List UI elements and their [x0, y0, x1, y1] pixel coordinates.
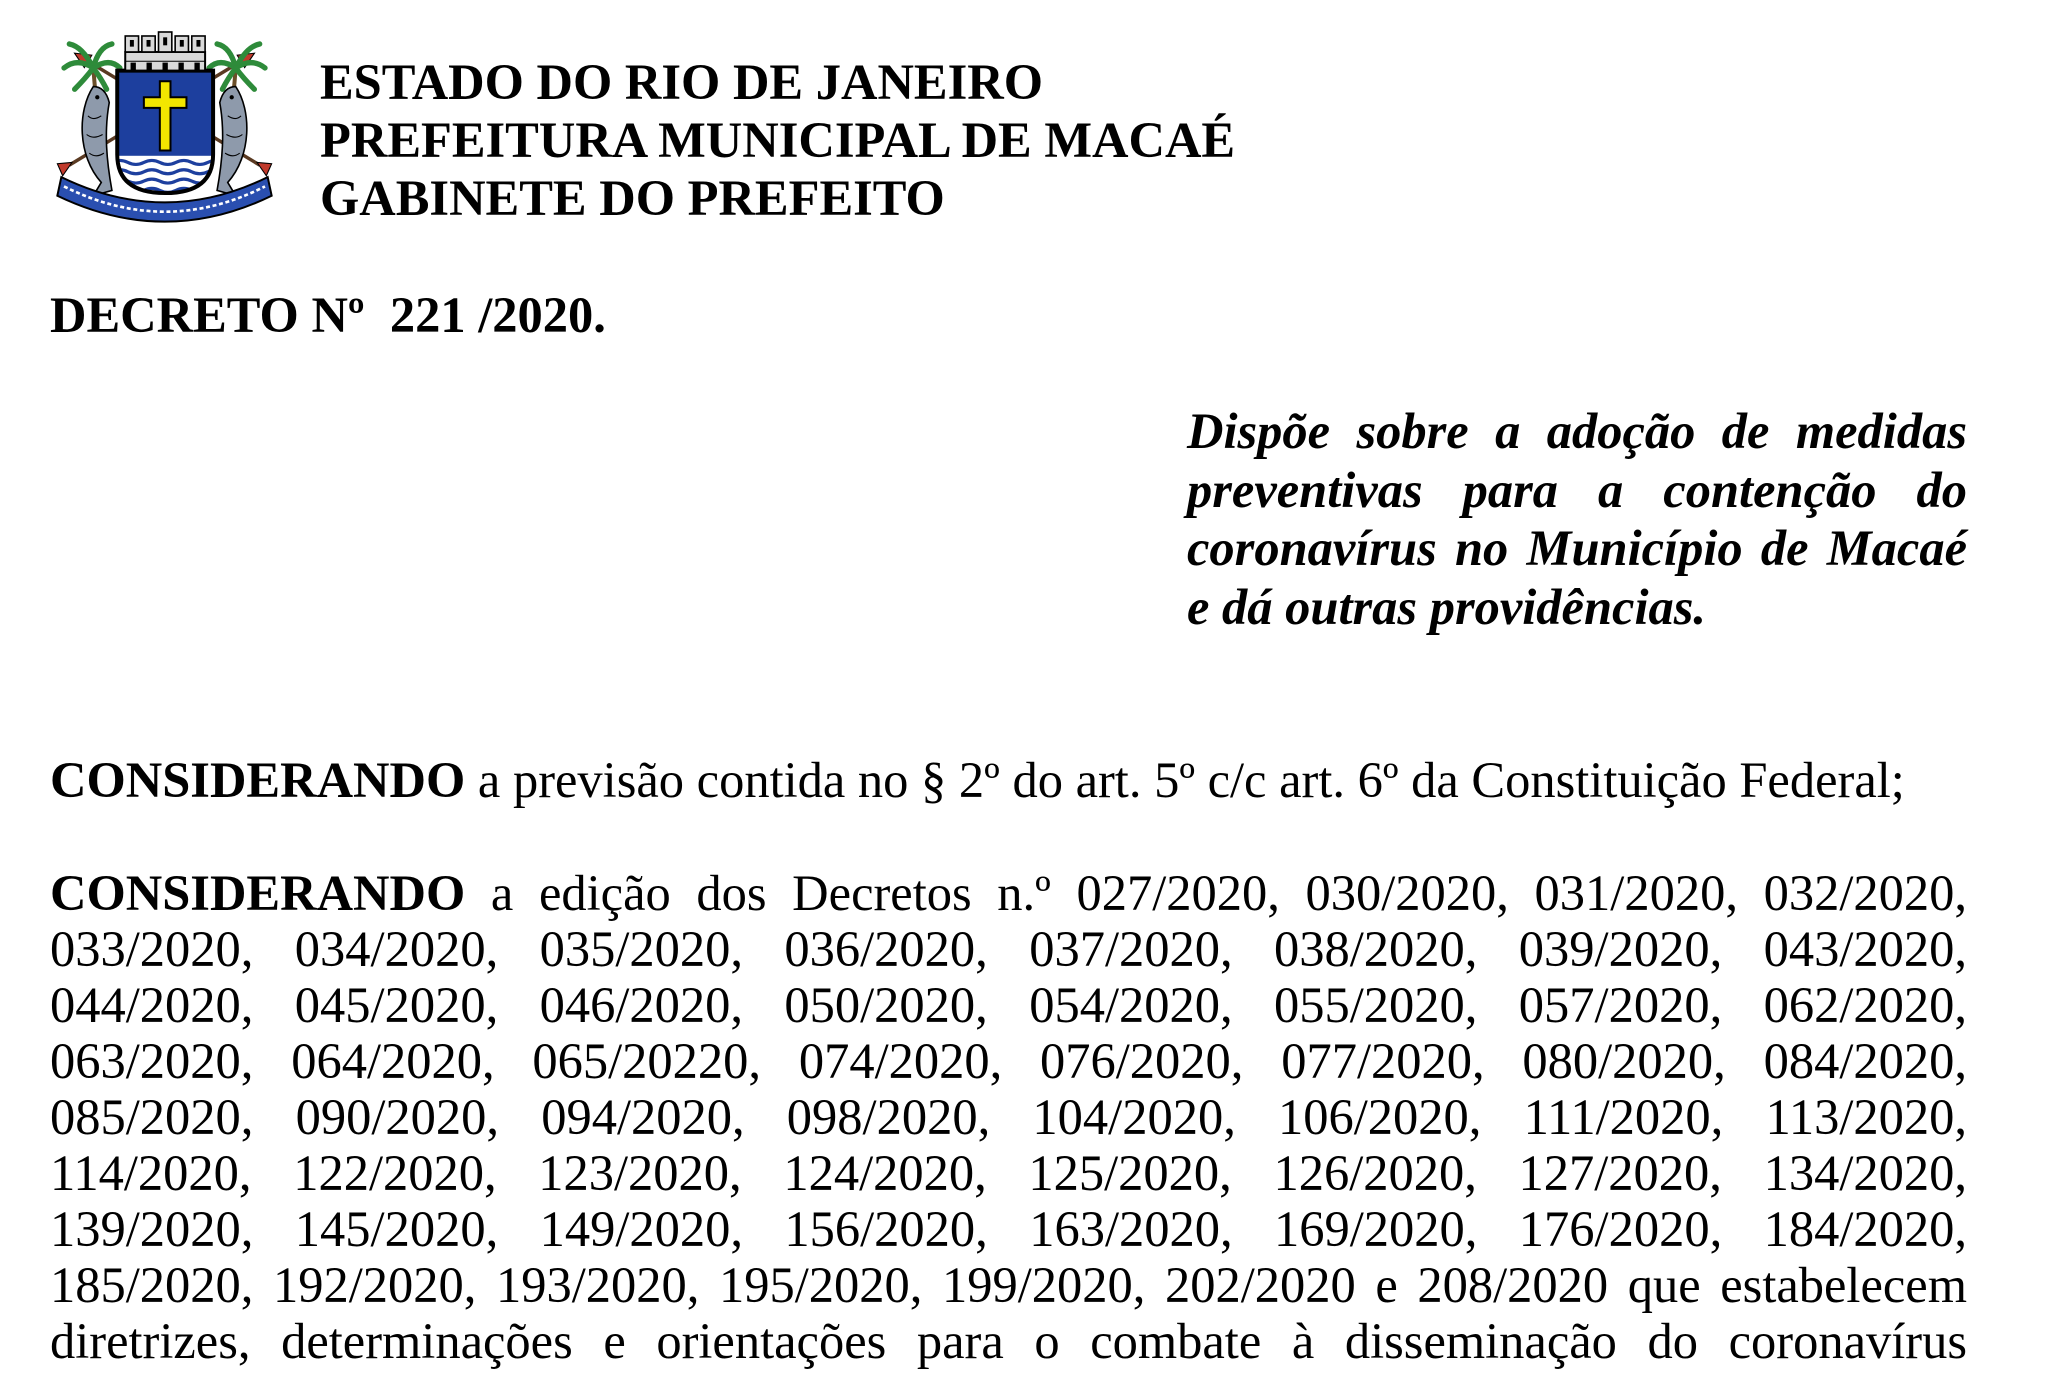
- decree-title: DECRETO Nº 221 /2020.: [50, 287, 606, 343]
- decree-summary-line: e dá outras providências.: [1187, 579, 1707, 636]
- palm-fronds: [64, 44, 120, 89]
- paragraph-line: 114/2020, 122/2020, 123/2020, 124/2020, 125/2020, 126/2020, 127/2020, 134/2020,: [50, 1145, 1967, 1201]
- considerando-paragraph: [50, 751, 1905, 809]
- coat-of-arms-icon: [53, 28, 276, 229]
- considerando-text: a edição dos Decretos n.º 027/2020, 030/2020, 031/2020, 032/2020,: [490, 865, 1967, 921]
- considerando-paragraph: [50, 865, 1967, 1369]
- paragraph-line: [50, 865, 1967, 921]
- fish-eye: [230, 95, 234, 99]
- arrow-fletching: [57, 162, 72, 175]
- mural-crown: [125, 32, 205, 71]
- shield: [112, 71, 224, 196]
- paragraph-line: 085/2020, 090/2020, 094/2020, 098/2020, 104/2020, 106/2020, 111/2020, 113/2020,: [50, 1089, 1967, 1145]
- considerando-lead: CONSIDERANDO: [50, 865, 466, 921]
- decree-summary: [1187, 402, 1967, 637]
- letterhead-line-state: ESTADO DO RIO DE JANEIRO: [320, 54, 1044, 110]
- palm-fronds: [209, 44, 265, 89]
- paragraph-line: 185/2020, 192/2020, 193/2020, 195/2020, 199/2020, 202/2020 e 208/2020 que estabelecem: [50, 1257, 1967, 1313]
- decree-summary-line: Dispõe sobre a adoção de medidas: [1187, 403, 1967, 459]
- paragraph-line: 139/2020, 145/2020, 149/2020, 156/2020, 163/2020, 169/2020, 176/2020, 184/2020,: [50, 1201, 1967, 1257]
- paragraph-line: 044/2020, 045/2020, 046/2020, 050/2020, 054/2020, 055/2020, 057/2020, 062/2020,: [50, 977, 1967, 1033]
- fish-eye: [95, 95, 99, 99]
- considerando-text: a previsão contida no § 2º do art. 5º c/c art. 6º da Constituição Federal;: [477, 752, 1905, 808]
- decree-summary-line: coronavírus no Município de Macaé: [1187, 520, 1967, 577]
- arrow-fletching: [257, 162, 272, 175]
- paragraph-line: 033/2020, 034/2020, 035/2020, 036/2020, 037/2020, 038/2020, 039/2020, 043/2020,: [50, 921, 1967, 977]
- considerando-lead: CONSIDERANDO: [50, 752, 466, 808]
- letterhead: [320, 53, 1235, 227]
- letterhead-line-office: GABINETE DO PREFEITO: [320, 170, 945, 226]
- paragraph-line: diretrizes, determinações e orientações para o combate à disseminação do coronavírus: [50, 1313, 1967, 1369]
- paragraph-line: 063/2020, 064/2020, 065/20220, 074/2020, 076/2020, 077/2020, 080/2020, 084/2020,: [50, 1033, 1967, 1089]
- decree-summary-line: preventivas para a contenção do: [1187, 461, 1967, 518]
- letterhead-line-prefecture: PREFEITURA MUNICIPAL DE MACAÉ: [320, 112, 1236, 168]
